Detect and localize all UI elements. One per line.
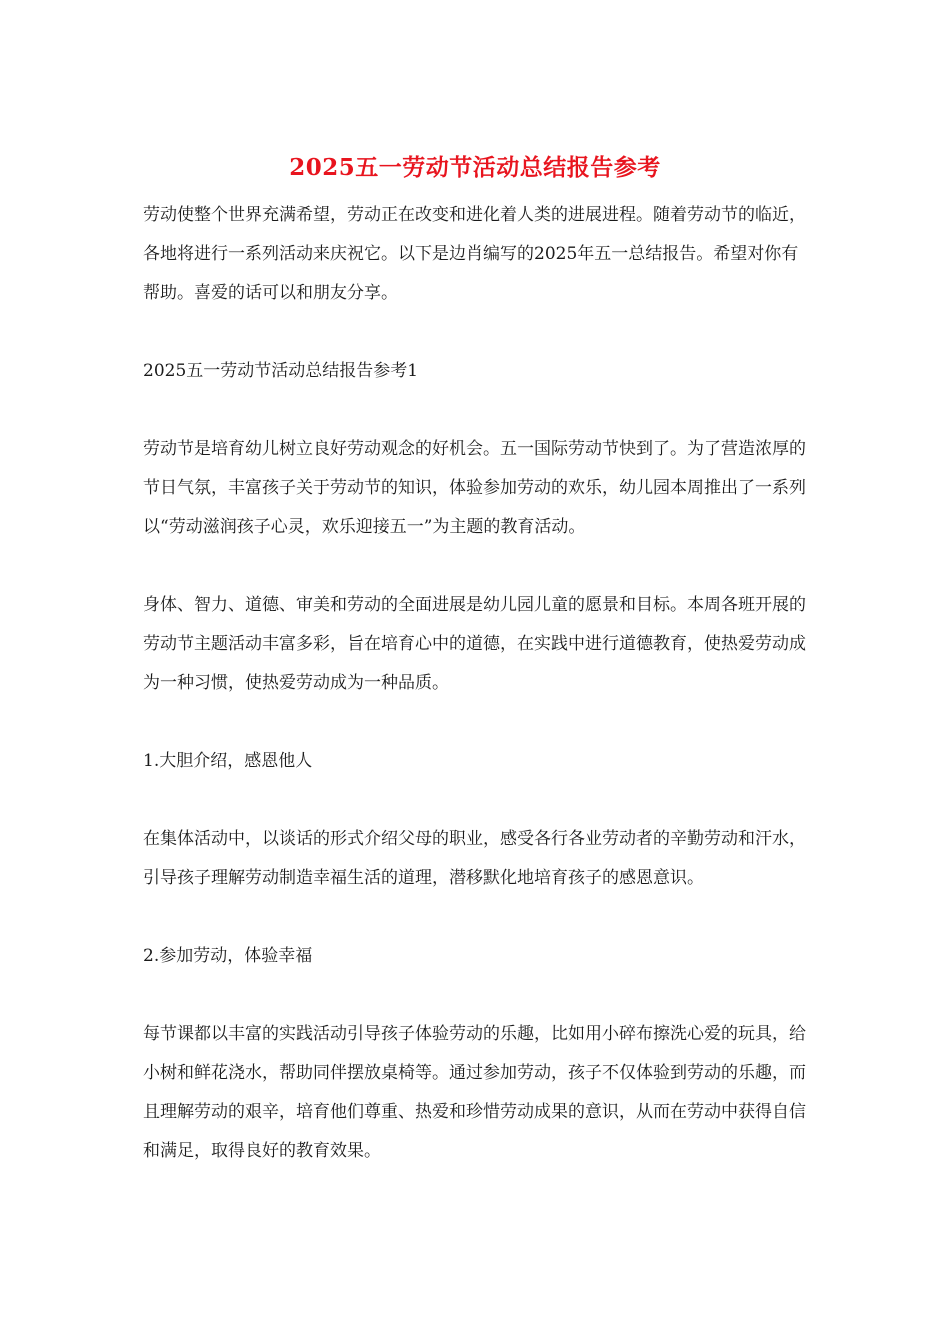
section-heading: 2025五一劳动节活动总结报告参考1	[143, 361, 419, 381]
body-paragraph: 每节课都以丰富的实践活动引导孩子体验劳动的乐趣，比如用小碎布擦洗心爱的玩具，给小树和鲜花浇水，帮助同伴摆放桌椅等。通过参加劳动，孩子不仅体验到劳动的乐趣，而且理解劳动的艰辛，培育他们尊重、热爱和珍惜劳动成果的意识，从而在劳动中获得自信和满足，取得良好的教育效果。	[143, 1024, 806, 1161]
body-paragraph: 劳动节是培育幼儿树立良好劳动观念的好机会。五一国际劳动节快到了。为了营造浓厚的节日气氛，丰富孩子关于劳动节的知识，体验参加劳动的欢乐，幼儿园本周推出了一系列以“劳动滋润孩子心灵，欢乐迎接五一”为主题的教育活动。	[143, 439, 806, 537]
subsection-heading: 2.参加劳动，体验幸福	[143, 946, 313, 966]
intro-paragraph: 劳动使整个世界充满希望，劳动正在改变和进化着人类的进展进程。随着劳动节的临近，各地将进行一系列活动来庆祝它。以下是边肖编写的2025年五一总结报告。希望对你有帮助。喜爱的话可以和朋友分享。	[143, 205, 806, 303]
subsection-heading: 1.大胆介绍，感恩他人	[143, 751, 313, 771]
body-paragraph: 身体、智力、道德、审美和劳动的全面进展是幼儿园儿童的愿景和目标。本周各班开展的劳动节主题活动丰富多彩，旨在培育心中的道德，在实践中进行道德教育，使热爱劳动成为一种习惯，使热爱劳动成为一种品质。	[143, 595, 806, 693]
document-page	[143, 148, 807, 1171]
body-paragraph: 在集体活动中，以谈话的形式介绍父母的职业，感受各行各业劳动者的辛勤劳动和汗水，引导孩子理解劳动制造幸福生活的道理，潜移默化地培育孩子的感恩意识。	[143, 829, 806, 888]
document-title: 2025五一劳动节活动总结报告参考	[289, 154, 661, 181]
